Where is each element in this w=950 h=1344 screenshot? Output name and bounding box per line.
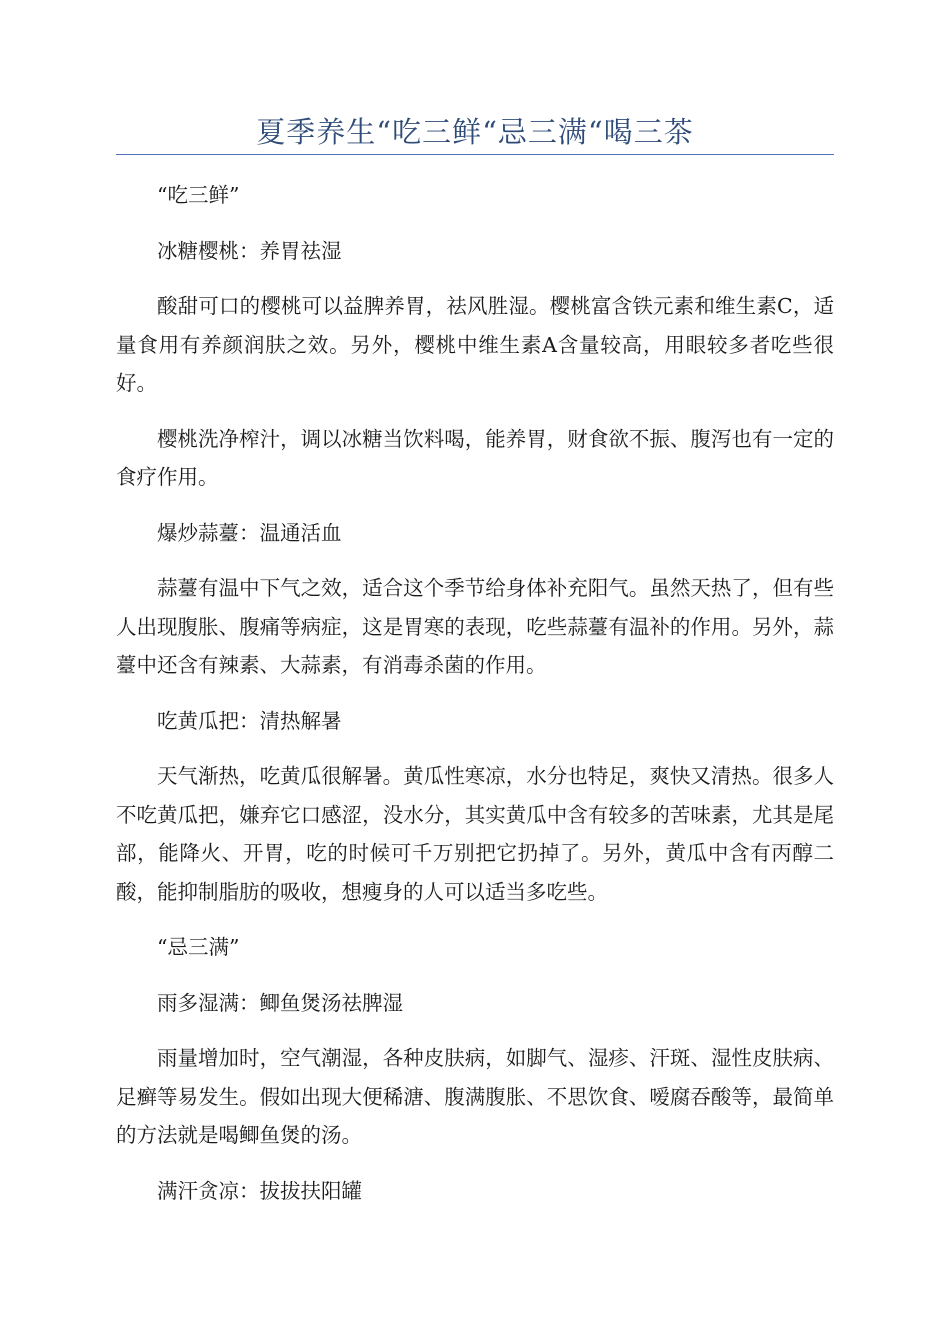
subheading-cupping: 满汗贪凉：拔拔扶阳罐 xyxy=(157,1178,362,1203)
paragraph: 天气渐热，吃黄瓜很解暑。黄瓜性寒凉，水分也特足，爽快又清热。很多人不吃黄瓜把，嫌弃它口感涩，没水分，其实黄瓜中含有较多的苦味素，尤其是尾部，能降火、开胃，吃的时候可千万别把它扔掉了。另外，黄瓜中含有丙醇二酸，能抑制脂肪的吸收，想瘦身的人可以适当多吃些。 xyxy=(116,764,834,904)
paragraph: 樱桃洗净榨汁，调以冰糖当饮料喝，能养胃，财食欲不振、腹泻也有一定的食疗作用。 xyxy=(116,426,834,489)
document-title: 夏季养生“吃三鲜“忌三满“喝三茶 xyxy=(256,115,694,149)
paragraph: 雨量增加时，空气潮湿，各种皮肤病，如脚气、湿疹、汗斑、湿性皮肤病、足癣等易发生。假如出现大便稀溏、腹满腹胀、不思饮食、嗳腐吞酸等，最简单的方法就是喝鲫鱼煲的汤。 xyxy=(116,1046,834,1147)
subheading-garlic-sprout: 爆炒蒜薹：温通活血 xyxy=(157,520,342,545)
paragraph: 酸甜可口的樱桃可以益脾养胃，祛风胜湿。樱桃富含铁元素和维生素C，适量食用有养颜润肤之效。另外，樱桃中维生素A含量较高，用眼较多者吃些很好。 xyxy=(116,294,834,395)
paragraph: 蒜薹有温中下气之效，适合这个季节给身体补充阳气。虽然天热了，但有些人出现腹胀、腹痛等病症，这是胃寒的表现，吃些蒜薹有温补的作用。另外，蒜薹中还含有辣素、大蒜素，有消毒杀菌的作用。 xyxy=(116,576,834,677)
document-body xyxy=(116,176,834,1227)
title-underline xyxy=(116,154,834,155)
subheading-crucian-soup: 雨多湿满：鲫鱼煲汤祛脾湿 xyxy=(157,990,403,1015)
section-heading-eat-three-fresh: “吃三鲜” xyxy=(157,183,240,207)
subheading-cucumber: 吃黄瓜把：清热解暑 xyxy=(157,708,342,733)
section-heading-avoid-three-full: “忌三满” xyxy=(157,935,240,959)
subheading-cherry: 冰糖樱桃：养胃祛湿 xyxy=(157,238,342,263)
